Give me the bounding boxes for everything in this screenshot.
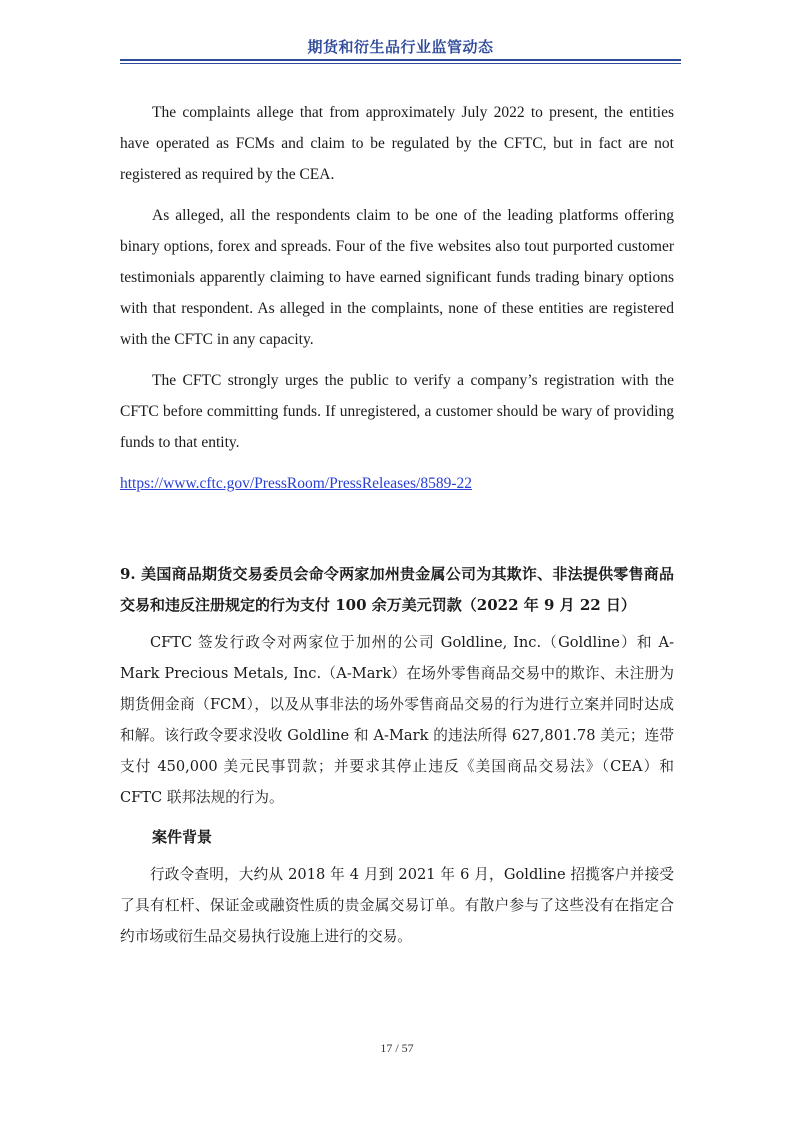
case-background-heading: 案件背景 (152, 828, 213, 846)
running-header: 期货和衍生品行业监管动态 (307, 38, 494, 56)
paragraph-complaints: The complaints allege that from approximately July 2022 to present, the entities have operated as FCMs and claim to be regulated by the CFTC, but in fact are not registered as required by the CEA. (120, 104, 674, 183)
section-9-intro: CFTC 签发行政令对两家位于加州的公司 Goldline, Inc.（Goldline）和 A-Mark Precious Metals, Inc.（A-Mark）在场外零售商品交易中的欺诈、未注册为期货佣金商（FCM），以及从事非法的场外零售商品交易的行为进行立案并同时达成和解。该行政令要求没收 Goldline 和 A-Mark 的违法所得 627,801.78 美元；连带支付 450,000 美元民事罚款；并要求其停止违反《美国商品交易法》（CEA）和 CFTC 联邦法规的行为。 (120, 634, 674, 806)
header-rule (120, 59, 681, 61)
paragraph-urges: The CFTC strongly urges the public to verify a company’s registration with the CFTC before committing funds. If unregistered, a customer should be wary of providing funds to that entity. (120, 372, 674, 451)
section-9-title: 9. 美国商品期货交易委员会命令两家加州贵金属公司为其欺诈、非法提供零售商品交易和违反注册规定的行为支付 100 余万美元罚款（2022 年 9 月 22 日） (120, 565, 674, 614)
header-rule-thin (120, 63, 681, 64)
page-number: 17 / 57 (380, 1041, 414, 1055)
case-background-paragraph: 行政令查明，大约从 2018 年 4 月到 2021 年 6 月，Goldline 招揽客户并接受了具有杠杆、保证金或融资性质的贵金属交易订单。有散户参与了这些没有在指定合约市场或衍生品交易执行设施上进行的交易。 (120, 866, 674, 945)
press-release-link[interactable]: https://www.cftc.gov/PressRoom/PressReleases/8589-22 (120, 475, 473, 492)
paragraph-alleged: As alleged, all the respondents claim to be one of the leading platforms offering binary options, forex and spreads. Four of the five websites also tout purported customer testimonials apparently claiming to have earned significant funds trading binary options with that respondent. As alleged in the complaints, none of these entities are registered with the CFTC in any capacity. (120, 207, 674, 348)
page-content (120, 97, 674, 952)
